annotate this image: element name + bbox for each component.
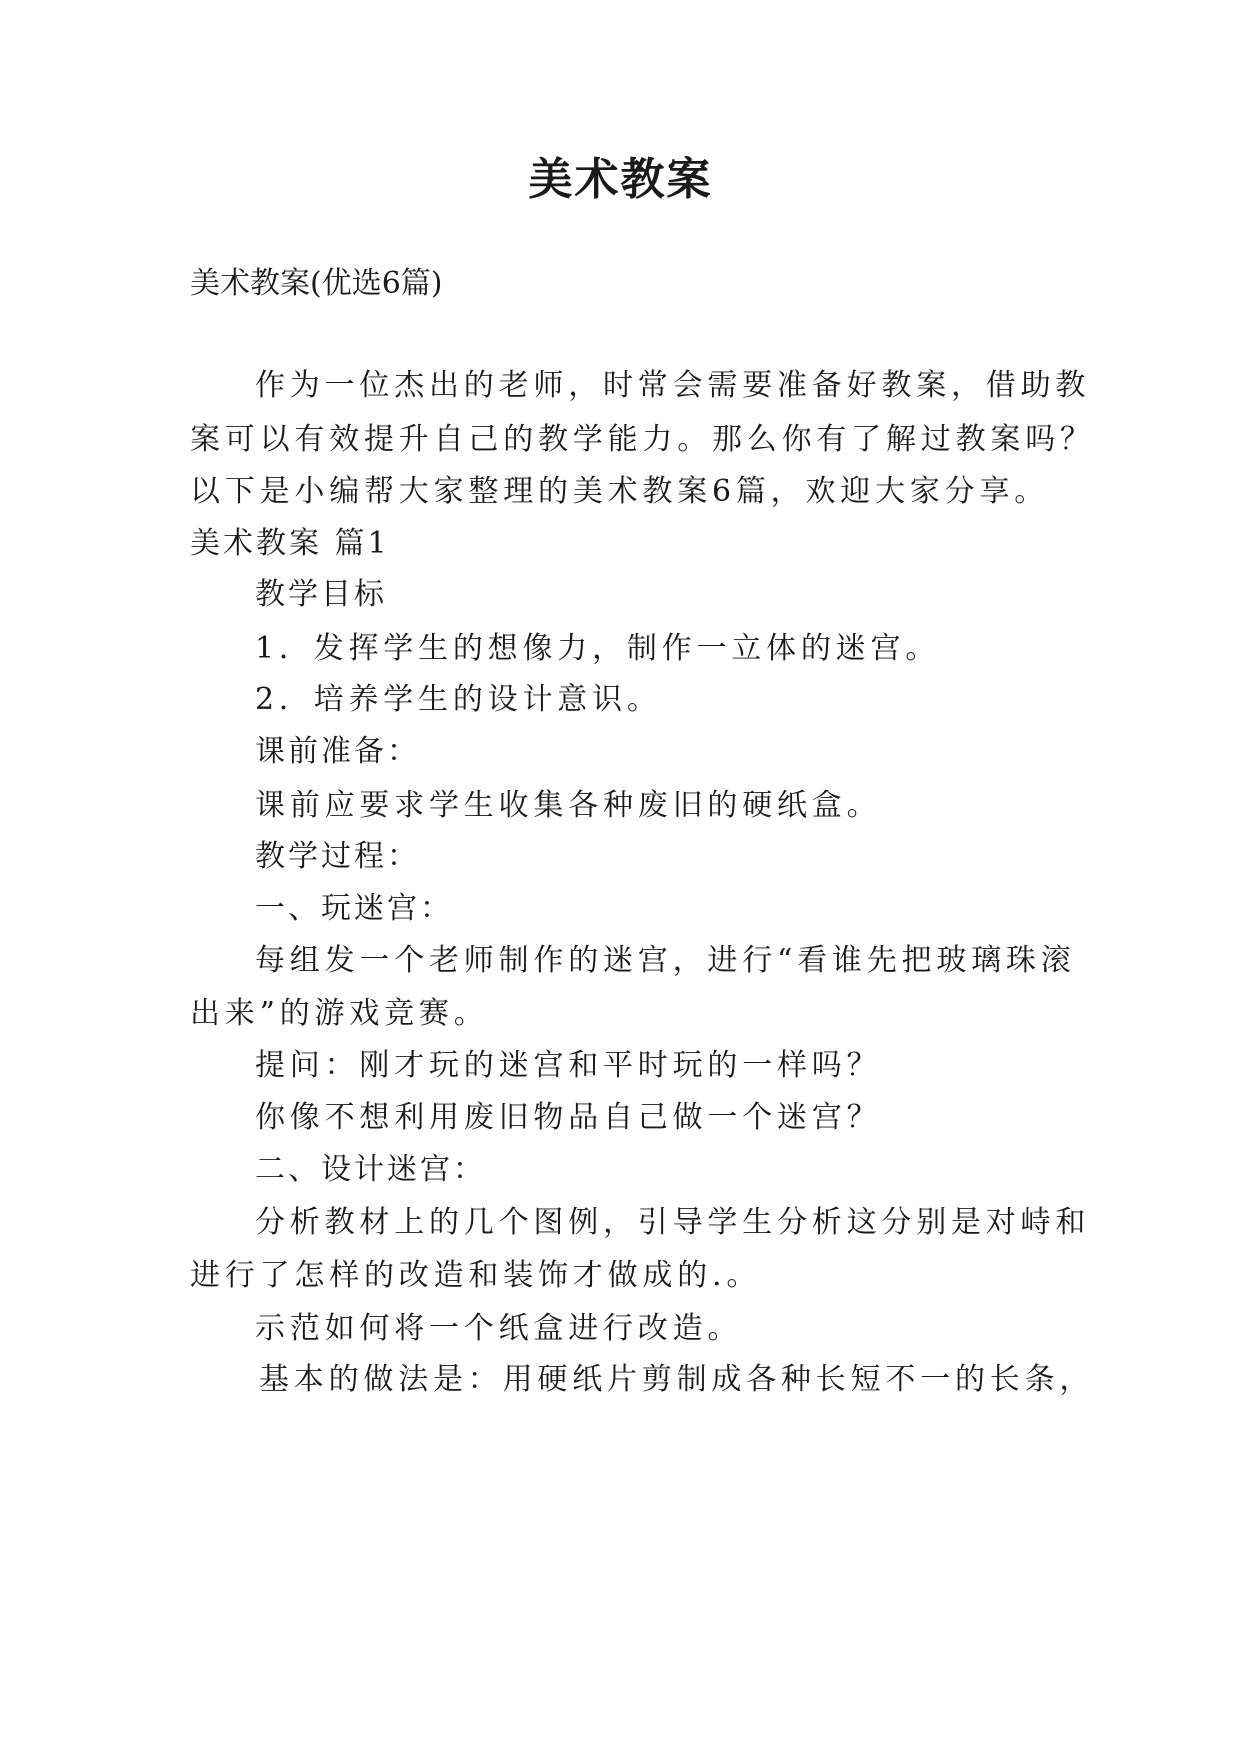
intro-line: 案可以有效提升自己的教学能力。那么你有了解过教案吗？ bbox=[190, 422, 1095, 457]
body-line: 提问：刚才玩的迷宫和平时玩的一样吗？ bbox=[255, 1048, 882, 1083]
body-line: 示范如何将一个纸盒进行改造。 bbox=[255, 1311, 743, 1346]
document-title: 美术教案 bbox=[528, 154, 713, 205]
body-line: 二、设计迷宫： bbox=[255, 1152, 486, 1187]
body-line: 1．发挥学生的想像力，制作一立体的迷宫。 bbox=[255, 631, 941, 666]
document-subtitle: 美术教案(优选6篇) bbox=[190, 266, 443, 301]
body-line: 2．培养学生的设计意识。 bbox=[255, 682, 662, 717]
body-line: 出来”的游戏竞赛。 bbox=[190, 996, 489, 1031]
body-line: 教学过程： bbox=[255, 839, 420, 874]
intro-line: 以下是小编帮大家整理的美术教案6篇，欢迎大家分享。 bbox=[190, 474, 1050, 509]
body-line: 进行了怎样的改造和装饰才做成的.。 bbox=[190, 1258, 762, 1293]
body-line: 分析教材上的几个图例，引导学生分析这分别是对峙和 bbox=[255, 1205, 1091, 1240]
body-line: 一、玩迷宫： bbox=[255, 891, 453, 926]
body-line: 教学目标 bbox=[255, 577, 387, 612]
intro-line: 作为一位杰出的老师，时常会需要准备好教案，借助教 bbox=[255, 368, 1091, 403]
section-heading: 美术教案 篇1 bbox=[190, 526, 390, 561]
body-line: 课前准备： bbox=[255, 734, 420, 769]
body-line: 课前应要求学生收集各种废旧的硬纸盒。 bbox=[255, 788, 882, 823]
body-line: 你像不想利用废旧物品自己做一个迷宫？ bbox=[255, 1100, 882, 1135]
body-line: 基本的做法是：用硬纸片剪制成各种长短不一的长条， bbox=[259, 1362, 1095, 1397]
body-line: 每组发一个老师制作的迷宫，进行“看谁先把玻璃珠滚 bbox=[255, 943, 1076, 978]
